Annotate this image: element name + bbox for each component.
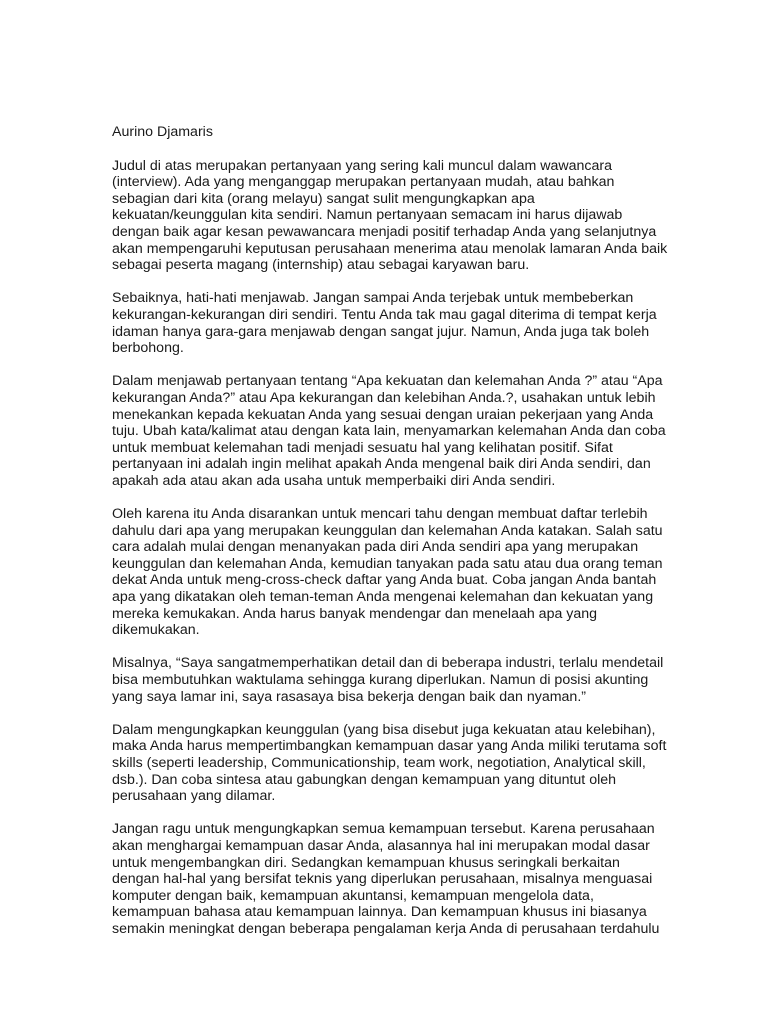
text-line: kekurangan-kekurangan diri sendiri. Tentu Anda tak mau gagal diterima di tempat kerja — [112, 306, 657, 323]
text-line: Misalnya, “Saya sangatmemperhatikan detail dan di beberapa industri, terlalu mendetail — [112, 655, 664, 672]
text-line: kekurangan Anda?” atau Apa kekurangan dan kelebihan Anda.?, usahakan untuk lebih — [112, 389, 656, 406]
text-line: Sebaiknya, hati-hati menjawab. Jangan sampai Anda terjebak untuk membeberkan — [112, 290, 634, 307]
text-line: sebagian dari kita (orang melayu) sangat sulit mengungkapkan apa — [112, 190, 535, 207]
text-line: dsb.). Dan coba sintesa atau gabungkan dengan kemampuan yang dituntut oleh — [112, 771, 617, 788]
text-line: dahulu dari apa yang merupakan keunggulan dan kelemahan Anda katakan. Salah satu — [112, 522, 663, 539]
paragraph-1 — [112, 158, 672, 274]
text-line: mereka kemukakan. Anda harus banyak mendengar dan menelaah apa yang — [112, 605, 598, 622]
text-line: pertanyaan ini adalah ingin melihat apakah Anda mengenal baik diri Anda sendiri, dan — [112, 456, 651, 473]
document-body — [112, 124, 672, 954]
text-line: perusahaan yang dilamar. — [112, 788, 276, 805]
paragraph-7 — [112, 821, 672, 937]
text-line: akan mempengaruhi keputusan perusahaan menerima atau menolak lamaran Anda baik — [112, 240, 668, 257]
text-line: yang saya lamar ini, saya rasasaya bisa bekerja dengan baik dan nyaman.” — [112, 688, 586, 705]
text-line: skills (seperti leadership, Communicationship, team work, negotiation, Analytical skill, — [112, 754, 646, 771]
text-line: untuk mengembangkan diri. Sedangkan kemampuan khusus seringkali berkaitan — [112, 854, 620, 871]
text-line: dengan baik agar kesan pewawancara menjadi positif terhadap Anda yang selanjutnya — [112, 223, 657, 240]
text-line: apa yang dikatakan oleh teman-teman Anda mengenai kelemahan dan kekuatan yang — [112, 589, 654, 606]
author-name: Aurino Djamaris — [112, 124, 213, 140]
text-line: cara adalah mulai dengan menanyakan pada diri Anda sendiri apa yang merupakan — [112, 539, 639, 556]
paragraph-5 — [112, 655, 672, 705]
text-line: Judul di atas merupakan pertanyaan yang sering kali muncul dalam wawancara — [112, 157, 612, 174]
text-line: untuk membuat kelemahan tadi menjadi sesuatu hal yang kelihatan positif. Sifat — [112, 439, 613, 456]
text-line: Dalam mengungkapkan keunggulan (yang bisa disebut juga kekuatan atau kelebihan), — [112, 721, 656, 738]
text-line: maka Anda harus mempertimbangkan kemampuan dasar yang Anda miliki terutama soft — [112, 738, 667, 755]
text-line: semakin meningkat dengan beberapa pengalaman kerja Anda di perusahaan terdahulu — [112, 920, 660, 937]
paragraph-3 — [112, 373, 672, 489]
text-line: dekat Anda untuk meng-cross-check daftar yang Anda buat. Coba jangan Anda bantah — [112, 572, 657, 589]
text-line: akan menghargai kemampuan dasar Anda, alasannya hal ini merupakan modal dasar — [112, 837, 650, 854]
paragraph-6 — [112, 722, 672, 805]
text-line: kekuatan/keunggulan kita sendiri. Namun pertanyaan semacam ini harus dijawab — [112, 207, 623, 224]
text-line: Oleh karena itu Anda disarankan untuk mencari tahu dengan membuat daftar terlebih — [112, 506, 648, 523]
text-line: tuju. Ubah kata/kalimat atau dengan kata lain, menyamarkan kelemahan Anda dan coba — [112, 423, 666, 440]
text-line: dengan hal-hal yang bersifat teknis yang diperlukan perusahaan, misalnya menguasai — [112, 871, 653, 888]
text-line: Jangan ragu untuk mengungkapkan semua kemampuan tersebut. Karena perusahaan — [112, 821, 655, 838]
text-line: idaman hanya gara-gara menjawab dengan sangat jujur. Namun, Anda juga tak boleh — [112, 323, 650, 340]
paragraph-list — [112, 158, 672, 938]
text-line: menekankan kepada kekuatan Anda yang sesuai dengan uraian pekerjaan yang Anda — [112, 406, 654, 423]
paragraph-2 — [112, 290, 672, 356]
text-line: sebagai peserta magang (internship) atau sebagai karyawan baru. — [112, 257, 530, 274]
paragraph-4 — [112, 506, 672, 639]
text-line: dikemukakan. — [112, 622, 200, 639]
text-line: apakah ada atau akan ada usaha untuk memperbaiki diri Anda sendiri. — [112, 472, 556, 489]
text-line: keunggulan dan kelemahan Anda, kemudian tanyakan pada satu atau dua orang teman — [112, 555, 663, 572]
text-line: kemampuan bahasa atau kemampuan lainnya. Dan kemampuan khusus ini biasanya — [112, 904, 647, 921]
text-line: bisa membutuhkan waktulama sehingga kurang diperlukan. Namun di posisi akunting — [112, 672, 649, 688]
text-line: Dalam menjawab pertanyaan tentang “Apa kekuatan dan kelemahan Anda ?” atau “Apa — [112, 373, 663, 390]
text-line: (interview). Ada yang menganggap merupakan pertanyaan mudah, atau bahkan — [112, 174, 615, 191]
text-line: berbohong. — [112, 340, 184, 357]
text-line: komputer dengan baik, kemampuan akuntansi, kemampuan mengelola data, — [112, 887, 594, 904]
